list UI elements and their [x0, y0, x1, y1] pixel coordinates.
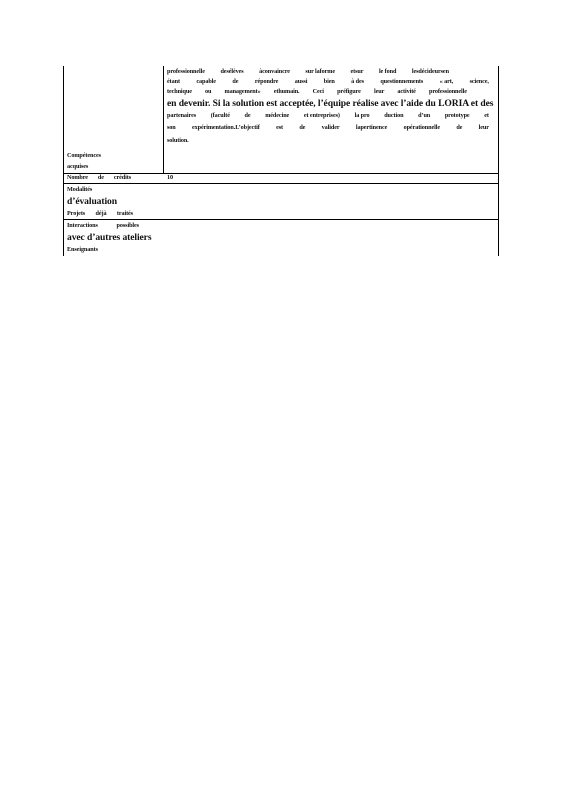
interactions-label-cont: avec d’autres ateliers [67, 232, 152, 243]
description-line-5: partenaires (faculté de médecine et entreprises) la pro duction d’un prototype et [167, 112, 489, 119]
modalites-label: Modalités [67, 186, 93, 193]
description-line-3: technique ou management» ethumain. Ceci préfigure leur activité professionnelle [167, 88, 467, 95]
description-line-4: en devenir. Si la solution est acceptée, l’équipe réalise avec l’aide du LORIA et des [167, 98, 494, 109]
description-line-7: solution. [167, 137, 189, 144]
description-line-1: professionnelle desélèves àconvaincre sur laforme etsur le fond lesdécideursen [167, 68, 449, 75]
program-table [63, 66, 499, 256]
enseignants-label: Enseignants [67, 246, 98, 253]
row-divider-projets-bottom [63, 219, 499, 220]
table-right-border [498, 66, 499, 256]
row-divider-credits-bottom [63, 183, 499, 184]
credits-label: Nombre de crédits [67, 174, 131, 181]
credits-value: 10 [167, 174, 173, 181]
modalites-label-cont: d’évaluation [67, 196, 117, 207]
competences-label-cont: acquises [67, 163, 89, 170]
interactions-label: Interactions possibles [67, 222, 139, 229]
competences-label: Compétences [67, 152, 101, 159]
description-line-6: son expérimentation.L’objectif est de valider lapertinence opérationnelle de leur [167, 124, 489, 131]
table-left-border [63, 66, 64, 256]
projets-label: Projets déjà traités [67, 210, 133, 217]
column-divider [163, 66, 164, 174]
description-line-2: étant capable de répondre aussi bien à des questionnements « art, science, [167, 78, 489, 85]
